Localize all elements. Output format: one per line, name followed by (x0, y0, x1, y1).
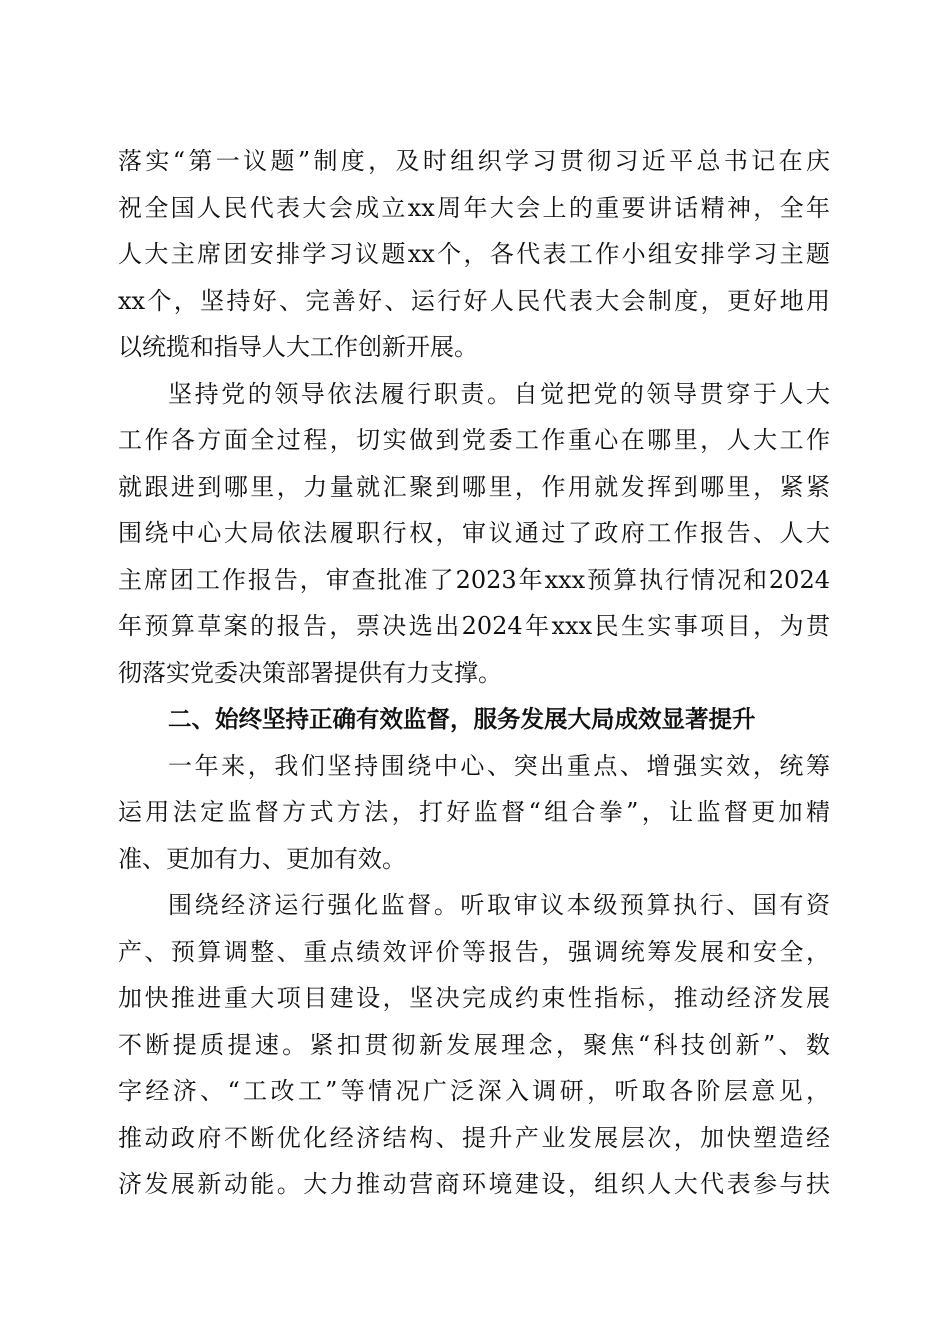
body-line: 准、更加有力、更加有效。 (118, 844, 406, 873)
body-line: 围绕中心大局依法履职行权，审议通过了政府工作报告、人大 (118, 519, 830, 547)
body-line: 字经济、“工改工”等情况广泛深入调研，听取各阶层意见， (118, 1077, 830, 1105)
paragraph-first-line: 一年来，我们坚持围绕中心、突出重点、增强实效，统筹 (168, 751, 830, 780)
section-heading: 二、始终坚持正确有效监督，服务发展大局成效显著提升 (168, 705, 756, 733)
body-line: 运用法定监督方式方法，打好监督“组合拳”，让监督更加精 (118, 798, 830, 826)
body-line: 彻落实党委决策部署提供有力支撑。 (118, 658, 502, 687)
body-line: xx个，坚持好、完善好、运行好人民代表大会制度，更好地用 (118, 286, 830, 315)
body-line: 加快推进重大项目建设，坚决完成约束性指标，推动经济发展 (118, 984, 830, 1012)
body-line: 济发展新动能。大力推动营商环境建设，组织人大代表参与扶 (118, 1170, 830, 1198)
body-line: 主席团工作报告，审查批准了2023年xxx预算执行情况和2024 (118, 565, 830, 594)
body-line: 工作各方面全过程，切实做到党委工作重心在哪里，人大工作 (118, 426, 830, 454)
body-line: 年预算草案的报告，票决选出2024年xxx民生实事项目，为贯 (118, 612, 830, 640)
body-line: 产、预算调整、重点绩效评价等报告，强调统筹发展和安全， (118, 937, 830, 966)
paragraph-first-line: 围绕经济运行强化监督。听取审议本级预算执行、国有资 (168, 891, 830, 919)
document-body (118, 138, 830, 1208)
body-line: 落实“第一议题”制度，及时组织学习贯彻习近平总书记在庆 (118, 147, 830, 175)
body-line: 推动政府不断优化经济结构、提升产业发展层次，加快塑造经 (118, 1123, 830, 1152)
paragraph-first-line: 坚持党的领导依法履行职责。自觉把党的领导贯穿于人大 (168, 379, 830, 408)
body-line: 就跟进到哪里，力量就汇聚到哪里，作用就发挥到哪里，紧紧 (118, 472, 830, 501)
body-line: 祝全国人民代表大会成立xx周年大会上的重要讲话精神，全年 (118, 193, 830, 222)
body-line: 人大主席团安排学习议题xx个，各代表工作小组安排学习主题 (118, 240, 830, 268)
body-line: 以统揽和指导人大工作创新开展。 (118, 333, 478, 361)
body-line: 不断提质提速。紧扣贯彻新发展理念，聚焦“科技创新”、数 (118, 1030, 830, 1059)
